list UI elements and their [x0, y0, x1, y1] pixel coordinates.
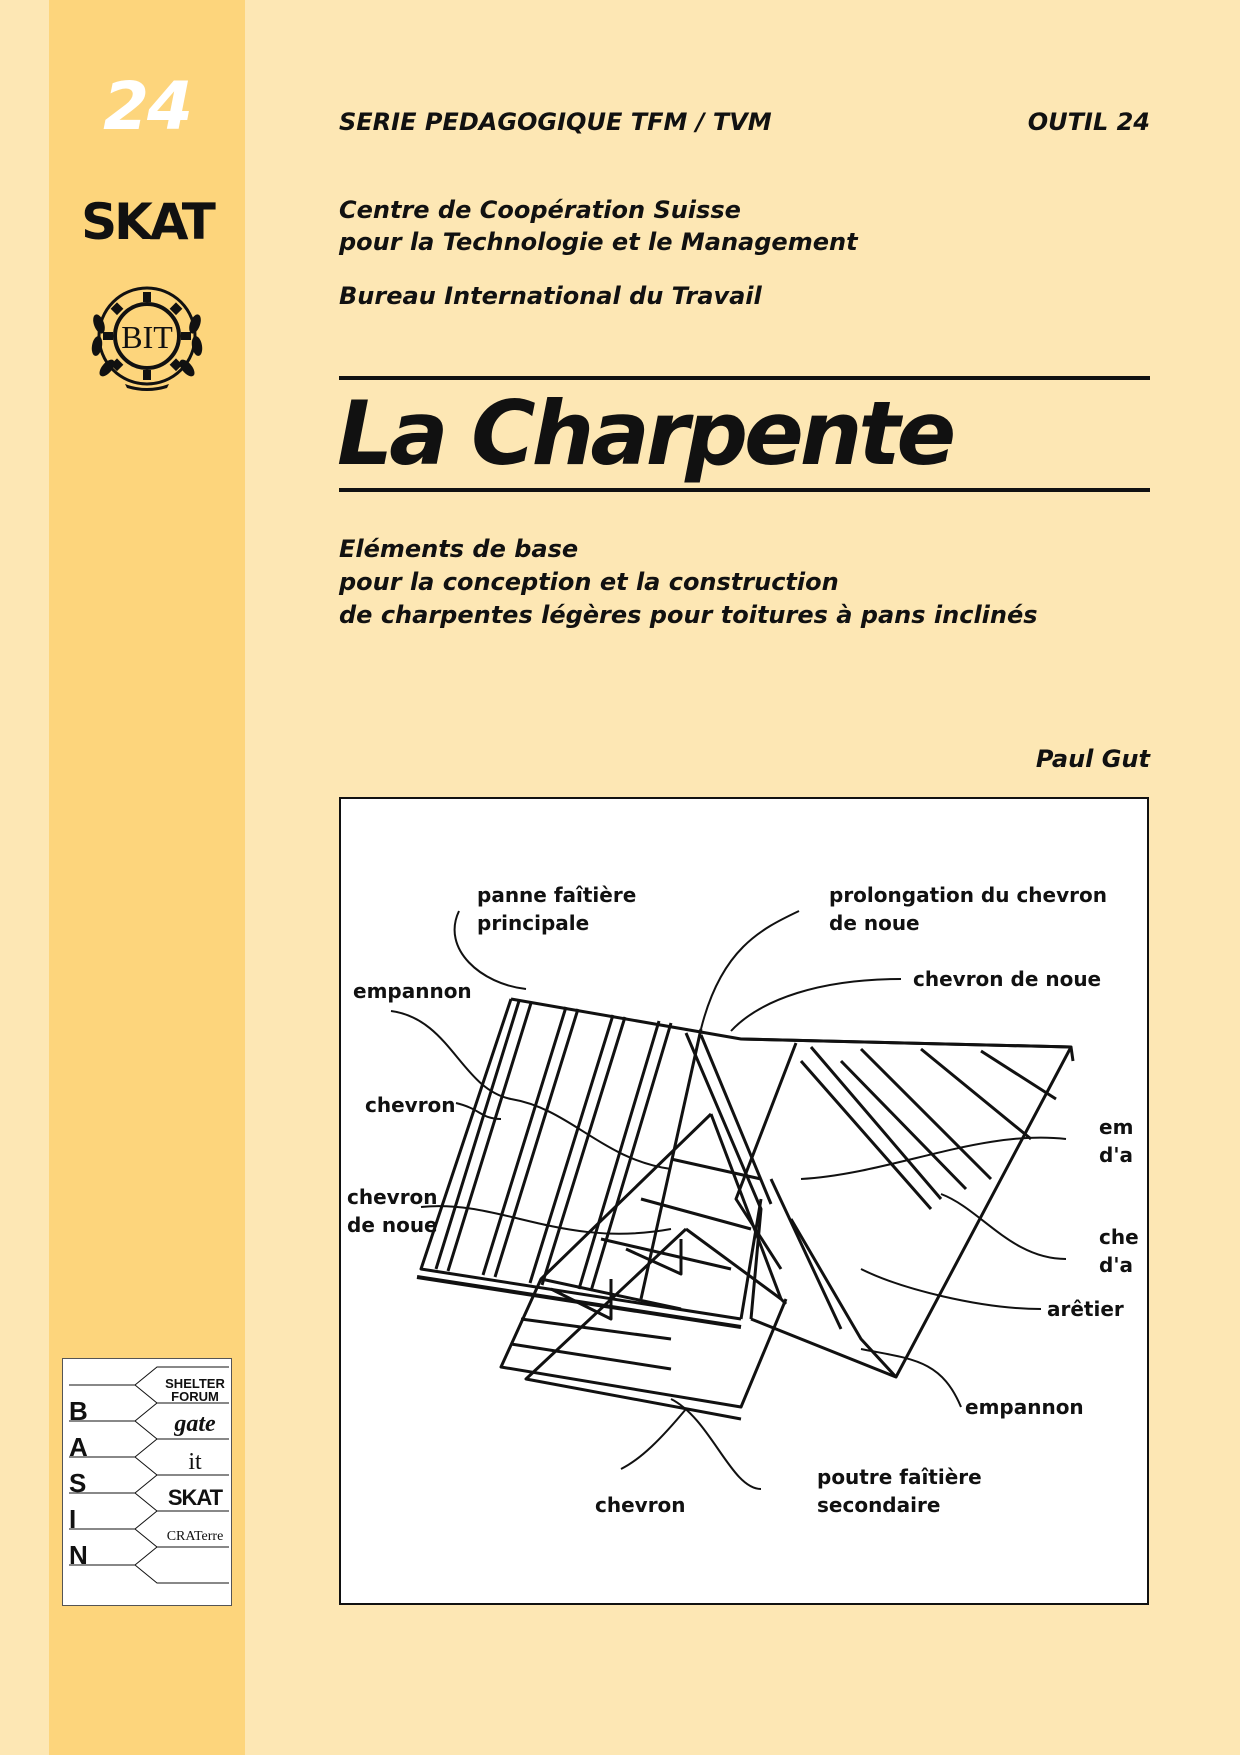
partner-gate: gate [174, 1411, 216, 1437]
sidebar-band [49, 0, 245, 1755]
label-prolongation [829, 881, 1107, 937]
partner-craterre: CRATerre [166, 1529, 224, 1544]
leader-empannon-right [861, 1349, 961, 1407]
label-em [1099, 1113, 1133, 1169]
basin-letter: I [69, 1504, 77, 1534]
leader-prolongation [701, 911, 799, 1029]
label-line: poutre faîtière [817, 1465, 982, 1489]
bit-logo [85, 284, 209, 394]
label-line: de noue [829, 911, 920, 935]
label-empannon-right: empannon [965, 1395, 1084, 1419]
leader-empannon-left [391, 1011, 671, 1169]
right-slope-outline [741, 1039, 1071, 1377]
author-name: Paul Gut [1035, 745, 1150, 773]
roof-framing-figure [339, 797, 1149, 1605]
label-line: em [1099, 1115, 1134, 1139]
basin-letter: B [69, 1396, 88, 1426]
organisation-line: pour la Technologie et le Management [339, 228, 858, 256]
label-line: d'a [1099, 1143, 1133, 1167]
subtitle-line: de charpentes légères pour toitures à pans inclinés [339, 601, 1038, 629]
leader-poutre [671, 1399, 761, 1489]
label-line: prolongation du chevron [829, 883, 1107, 907]
label-line: d'a [1099, 1253, 1133, 1277]
bit-logo-text: BIT [121, 319, 173, 355]
leader-che [941, 1194, 1066, 1259]
document-title: La Charpente [337, 382, 953, 485]
title-rule-top [339, 376, 1150, 380]
basin-letters [69, 1393, 93, 1573]
organisation-line: Centre de Coopération Suisse [339, 196, 741, 224]
leader-chevron-bottom [621, 1409, 686, 1469]
label-che [1099, 1223, 1139, 1279]
valley-rafter-right [736, 1043, 796, 1269]
label-line: secondaire [817, 1493, 941, 1517]
label-empannon-left: empannon [353, 979, 472, 1003]
subtitle-line: Eléments de base [339, 535, 579, 563]
label-line: panne faîtière [477, 883, 637, 907]
partner-shelter-forum: SHELTER FORUM [165, 1376, 225, 1404]
organisation-line: Bureau International du Travail [339, 282, 762, 310]
label-line: de noue [347, 1213, 438, 1237]
leader-chevron-noue [731, 979, 901, 1031]
basin-logo [62, 1358, 232, 1606]
basin-letter: S [69, 1468, 87, 1498]
leader-em [801, 1138, 1066, 1179]
basin-letter: N [69, 1540, 88, 1570]
subtitle [339, 533, 1038, 632]
label-chevron-bottom: chevron [595, 1493, 686, 1517]
label-chevron-de-noue-right: chevron de noue [913, 967, 1102, 991]
tool-number: OUTIL 24 [1027, 108, 1150, 136]
skat-logo: SKAT [81, 193, 213, 251]
issue-number: 24 [103, 68, 191, 145]
label-poutre-faitiere [817, 1463, 982, 1519]
label-chevron-left: chevron [365, 1093, 456, 1117]
label-line: che [1099, 1225, 1139, 1249]
label-line: chevron [347, 1185, 438, 1209]
subtitle-line: pour la conception et la construction [339, 568, 839, 596]
title-rule-bottom [339, 488, 1150, 492]
organisation-block [339, 194, 858, 258]
series-title: SERIE PEDAGOGIQUE TFM / TVM [339, 108, 772, 136]
partner-it: it [188, 1449, 202, 1475]
partner-skat: SKAT [167, 1485, 223, 1510]
label-aretier: arêtier [1047, 1297, 1124, 1321]
basin-letter: A [69, 1432, 88, 1462]
label-panne-faitiere [477, 881, 636, 937]
label-line: principale [477, 911, 590, 935]
label-chevron-de-noue-left [347, 1183, 438, 1239]
